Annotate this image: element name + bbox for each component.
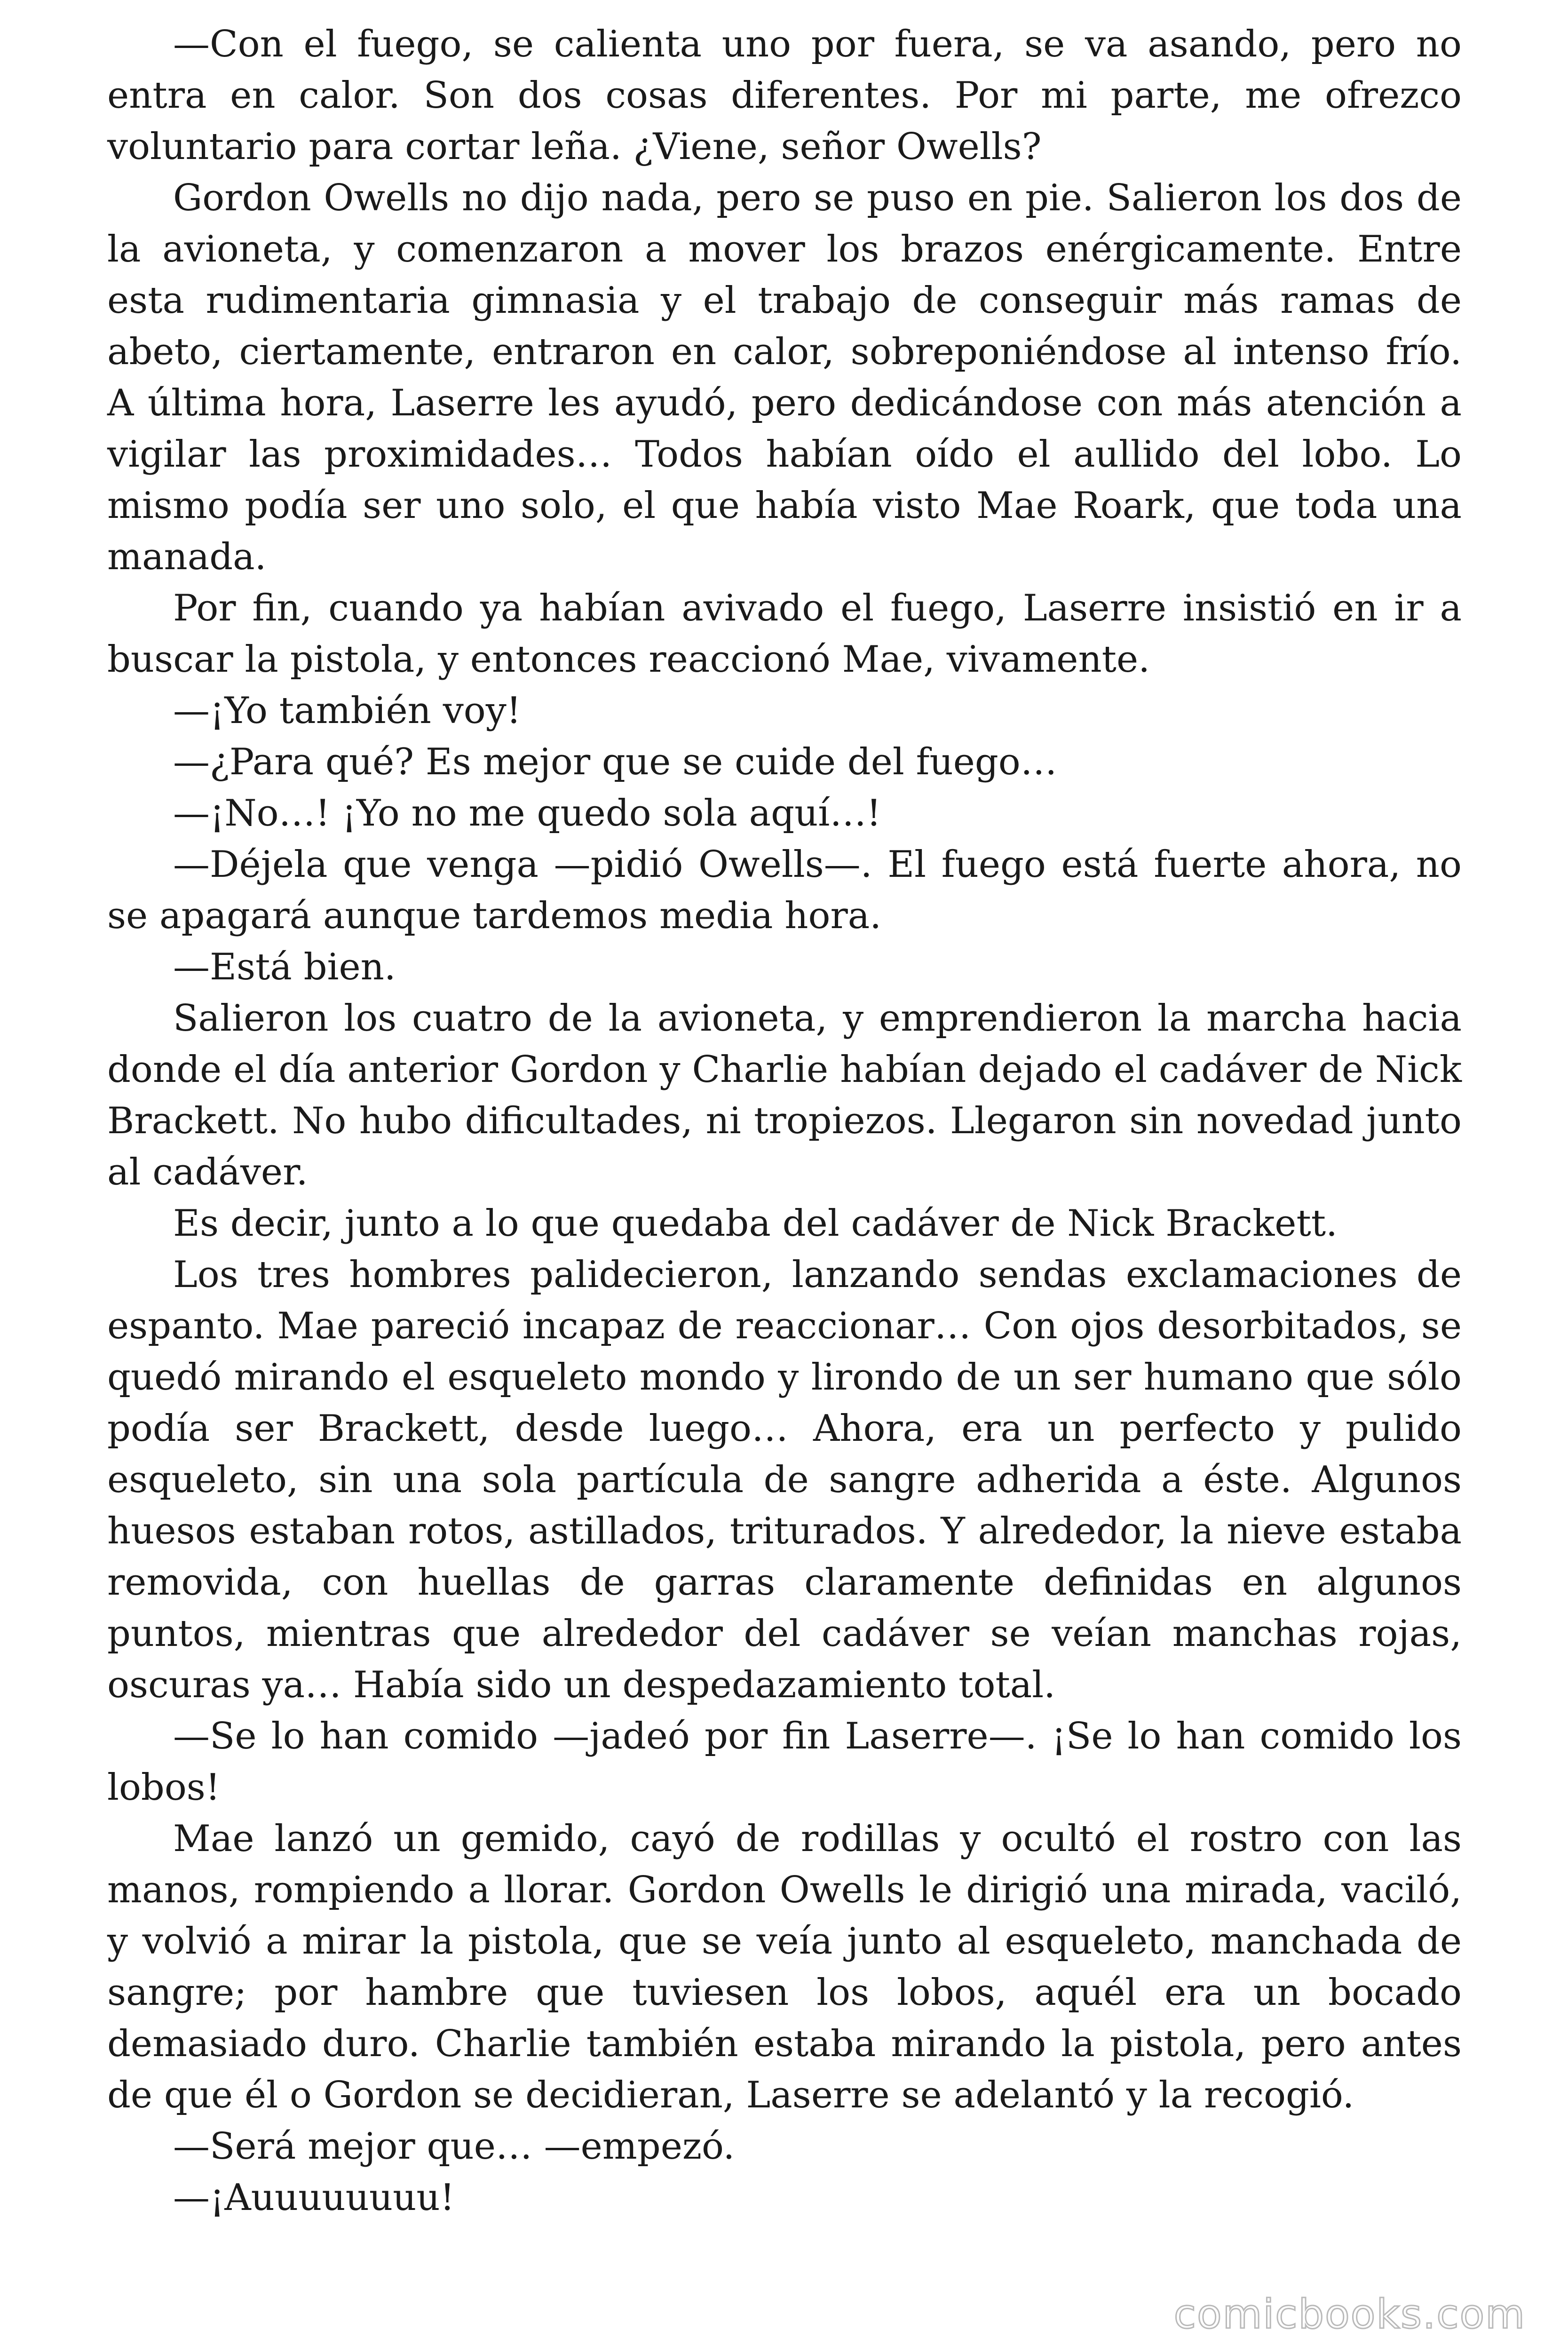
paragraph: —¡Yo también voy! — [173, 690, 522, 732]
paragraph: Los tres hombres palidecieron, lanzando sendas exclamaciones de espanto. Mae pareció incapaz de reaccionar… Con ojos desorbitados, se quedó mirando el esqueleto mondo y lirondo de un ser humano que sólo podía ser Brackett, desde luego… Ahora, era un perfecto y pulido esqueleto, sin una sola partícula de sangre adherida a éste. Algunos huesos estaban rotos, astillados, triturados. Y alrededor, la nieve estaba removida, con huellas de garras claramente definidas en algunos puntos, mientras que alrededor del cadáver se veían manchas rojas, oscuras ya… Había sido un despedazamiento total. — [107, 1254, 1462, 1706]
paragraph: —¡Auuuuuuuu! — [173, 2177, 455, 2219]
paragraph: Por fin, cuando ya habían avivado el fuego, Laserre insistió en ir a buscar la pistola, y entonces reaccionó Mae, vivamente. — [107, 587, 1462, 681]
paragraph: —Está bien. — [173, 946, 396, 988]
paragraph: —Se lo han comido —jadeó por fin Laserre—. ¡Se lo han comido los lobos! — [107, 1715, 1462, 1809]
book-page-text — [107, 19, 1462, 2224]
paragraph: Es decir, junto a lo que quedaba del cadáver de Nick Brackett. — [173, 1202, 1338, 1245]
paragraph: —Déjela que venga —pidió Owells—. El fuego está fuerte ahora, no se apagará aunque tardemos media hora. — [107, 843, 1462, 937]
paragraph: Salieron los cuatro de la avioneta, y emprendieron la marcha hacia donde el día anterior Gordon y Charlie habían dejado el cadáver de Nick Brackett. No hubo dificultades, ni tropiezos. Llegaron sin novedad junto al cadáver. — [107, 997, 1462, 1193]
watermark: comicbooks.com — [1173, 2291, 1526, 2338]
paragraph: Gordon Owells no dijo nada, pero se puso en pie. Salieron los dos de la avioneta, y comenzaron a mover los brazos enérgicamente. Entre esta rudimentaria gimnasia y el trabajo de conseguir más ramas de abeto, ciertamente, entraron en calor, sobreponiéndose al intenso frío. A última hora, Laserre les ayudó, pero dedicándose con más atención a vigilar las proximidades… Todos habían oído el aullido del lobo. Lo mismo podía ser uno solo, el que había visto Mae Roark, que toda una manada. — [107, 177, 1462, 578]
paragraph: —¡No…! ¡Yo no me quedo sola aquí…! — [173, 792, 881, 834]
paragraph: Mae lanzó un gemido, cayó de rodillas y ocultó el rostro con las manos, rompiendo a llorar. Gordon Owells le dirigió una mirada, vaciló, y volvió a mirar la pistola, que se veía junto al esqueleto, manchada de sangre; por hambre que tuviesen los lobos, aquél era un bocado demasiado duro. Charlie también estaba mirando la pistola, pero antes de que él o Gordon se decidieran, Laserre se adelantó y la recogió. — [107, 1818, 1462, 2116]
paragraph: —Será mejor que… —empezó. — [173, 2125, 735, 2168]
paragraph: —¿Para qué? Es mejor que se cuide del fuego… — [173, 741, 1057, 783]
paragraph: —Con el fuego, se calienta uno por fuera, se va asando, pero no entra en calor. Son dos cosas diferentes. Por mi parte, me ofrezco voluntario para cortar leña. ¿Viene, señor Owells? — [107, 23, 1462, 168]
